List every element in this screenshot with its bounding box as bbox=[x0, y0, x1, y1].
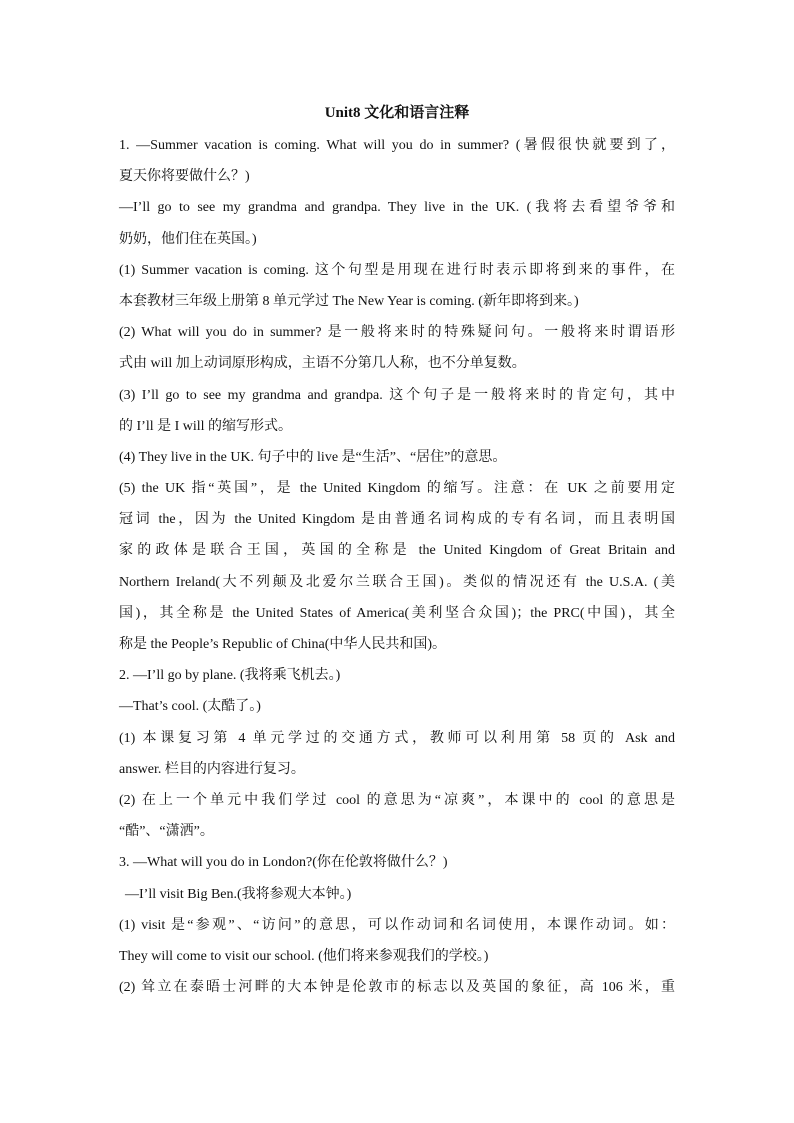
page-title: Unit8 文化和语言注释 bbox=[324, 105, 470, 121]
text-line: (3) I’ll go to see my grandma and grandpa. 这个句子是一般将来时的肯定句，其中 bbox=[119, 387, 675, 403]
text-line: answer. 栏目的内容进行复习。 bbox=[119, 761, 305, 777]
text-line: 2. —I’ll go by plane. (我将乘飞机去。) bbox=[119, 668, 341, 684]
text-line: 家的政体是联合王国，英国的全称是 the United Kingdom of Great Britain and bbox=[119, 543, 675, 559]
text-line: —That’s cool. (太酷了。) bbox=[119, 699, 261, 715]
text-line: (1) 本课复习第 4 单元学过的交通方式，教师可以利用第 58 页的 Ask and bbox=[119, 730, 675, 746]
text-line: 冠词 the，因为 the United Kingdom 是由普通名词构成的专有名词，而且表明国 bbox=[119, 512, 675, 528]
text-line: 式由 will 加上动词原形构成，主语不分第几人称，也不分单复数。 bbox=[119, 356, 526, 372]
text-line: 称是 the People’s Republic of China(中华人民共和国)。 bbox=[119, 637, 447, 652]
text-line: (1) Summer vacation is coming. 这个句型是用现在进行时表示即将到来的事件，在 bbox=[119, 262, 675, 278]
text-line: (4) They live in the UK. 句子中的 live 是“生活”、“居住”的意思。 bbox=[119, 449, 507, 465]
text-line: 夏天你将要做什么？) bbox=[119, 169, 250, 185]
document-body bbox=[119, 130, 675, 1003]
text-line: 国)，其全称是 the United States of America(美利坚合众国)；the PRC(中国)，其全 bbox=[119, 605, 675, 621]
text-line: (2) What will you do in summer? 是一般将来时的特殊疑问句。一般将来时谓语形 bbox=[119, 325, 675, 341]
text-line: —I’ll go to see my grandma and grandpa. They live in the UK. (我将去看望爷爷和 bbox=[119, 200, 675, 216]
text-line: 1. —Summer vacation is coming. What will you do in summer? (暑假很快就要到了， bbox=[119, 138, 675, 153]
text-line: 的 I’ll 是 I will 的缩写形式。 bbox=[119, 418, 293, 434]
text-line: “酷”、“潇洒”。 bbox=[119, 824, 214, 840]
text-line: (1) visit 是“参观”、“访问”的意思，可以作动词和名词使用，本课作动词。如： bbox=[119, 917, 675, 933]
text-line: 本套教材三年级上册第 8 单元学过 The New Year is coming. (新年即将到来。) bbox=[119, 293, 579, 309]
text-line: 3. —What will you do in London?(你在伦敦将做什么？) bbox=[119, 855, 448, 871]
text-line: They will come to visit our school. (他们将来参观我们的学校。) bbox=[119, 948, 489, 964]
text-line: Northern Ireland(大不列颠及北爱尔兰联合王国)。类似的情况还有 the U.S.A. (美 bbox=[119, 574, 675, 590]
text-line: (2) 耸立在泰晤士河畔的大本钟是伦敦市的标志以及英国的象征，高 106 米，重 bbox=[119, 980, 675, 996]
text-line: —I’ll visit Big Ben.(我将参观大本钟。) bbox=[125, 886, 352, 902]
text-line: 奶奶，他们住在英国。) bbox=[119, 231, 257, 247]
text-line: (5) the UK 指“英国”，是 the United Kingdom 的缩写。注意：在 UK 之前要用定 bbox=[119, 481, 675, 497]
text-line: (2) 在上一个单元中我们学过 cool 的意思为“凉爽”，本课中的 cool 的意思是 bbox=[119, 792, 675, 808]
